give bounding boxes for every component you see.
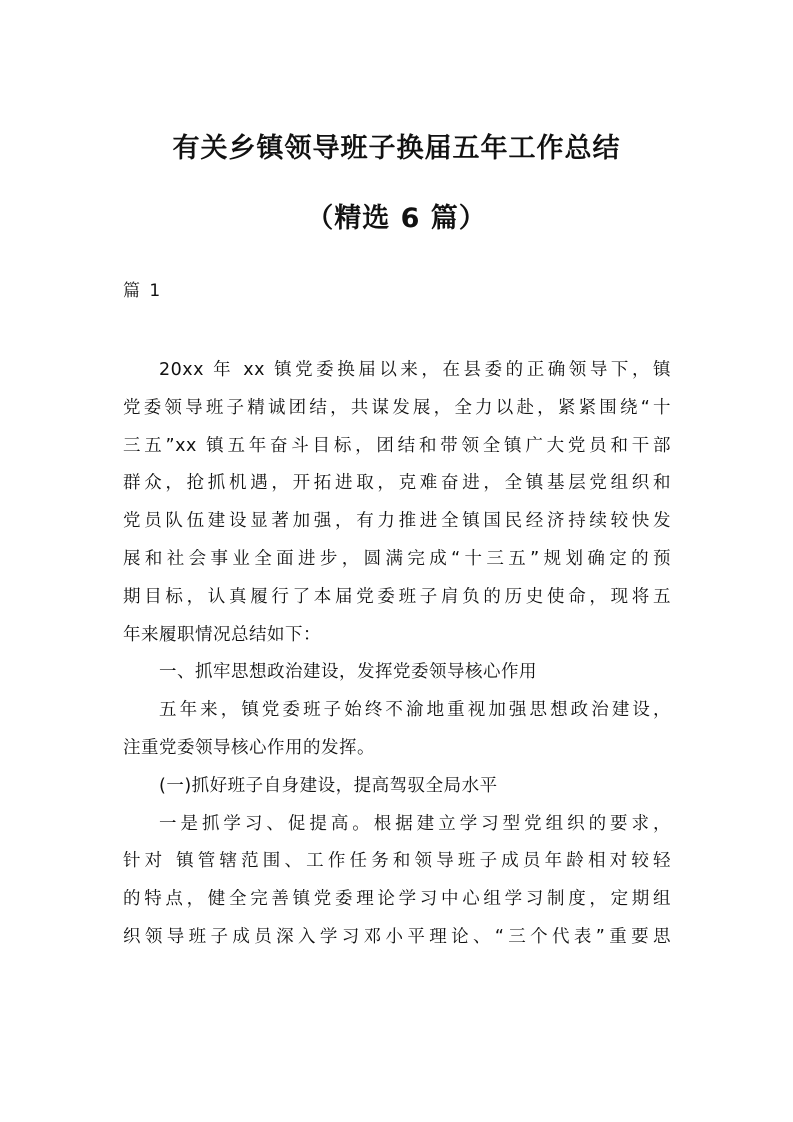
section-label: 篇 1 <box>123 281 163 301</box>
paragraph-line: 的特点，健全完善镇党委理论学习中心组学习制度，定期组 <box>123 889 671 910</box>
paragraph-line: 年来履职情况总结如下： <box>123 624 321 645</box>
document-subtitle: （精选 6 篇） <box>306 203 487 234</box>
subheading-line: (一)抓好班子自身建设，提高驾驭全局水平 <box>159 775 498 796</box>
paragraph-line: 三五”xx 镇五年奋斗目标，团结和带领全镇广大党员和干部 <box>123 435 671 456</box>
body-text <box>123 352 671 957</box>
paragraph-line: 展和社会事业全面进步，圆满完成“十三五”规划确定的预 <box>123 548 671 569</box>
paragraph-line: 注重党委领导核心作用的发挥。 <box>123 737 375 758</box>
paragraph-line: 20xx 年 xx 镇党委换届以来，在县委的正确领导下，镇 <box>159 360 671 380</box>
paragraph-line: 针对 镇管辖范围、工作任务和领导班子成员年龄相对较轻 <box>123 851 671 872</box>
paragraph-line: 党委领导班子精诚团结，共谋发展，全力以赴，紧紧围绕“十 <box>123 397 671 418</box>
paragraph-line: 一是抓学习、促提高。根据建立学习型党组织的要求， <box>159 813 671 834</box>
paragraph-line: 党员队伍建设显著加强，有力推进全镇国民经济持续较快发 <box>123 511 671 532</box>
paragraph-line: 群众，抢抓机遇，开拓进取，克难奋进，全镇基层党组织和 <box>123 473 671 494</box>
paragraph-line: 期目标，认真履行了本届党委班子肩负的历史使命，现将五 <box>123 586 671 607</box>
paragraph-line: 织领导班子成员深入学习邓小平理论、“三个代表”重要思 <box>123 926 671 947</box>
document-title: 有关乡镇领导班子换届五年工作总结 <box>172 133 621 164</box>
paragraph-line: 五年来，镇党委班子始终不渝地重视加强思想政治建设， <box>159 700 671 721</box>
heading-line: 一、抓牢思想政治建设，发挥党委领导核心作用 <box>159 662 537 683</box>
